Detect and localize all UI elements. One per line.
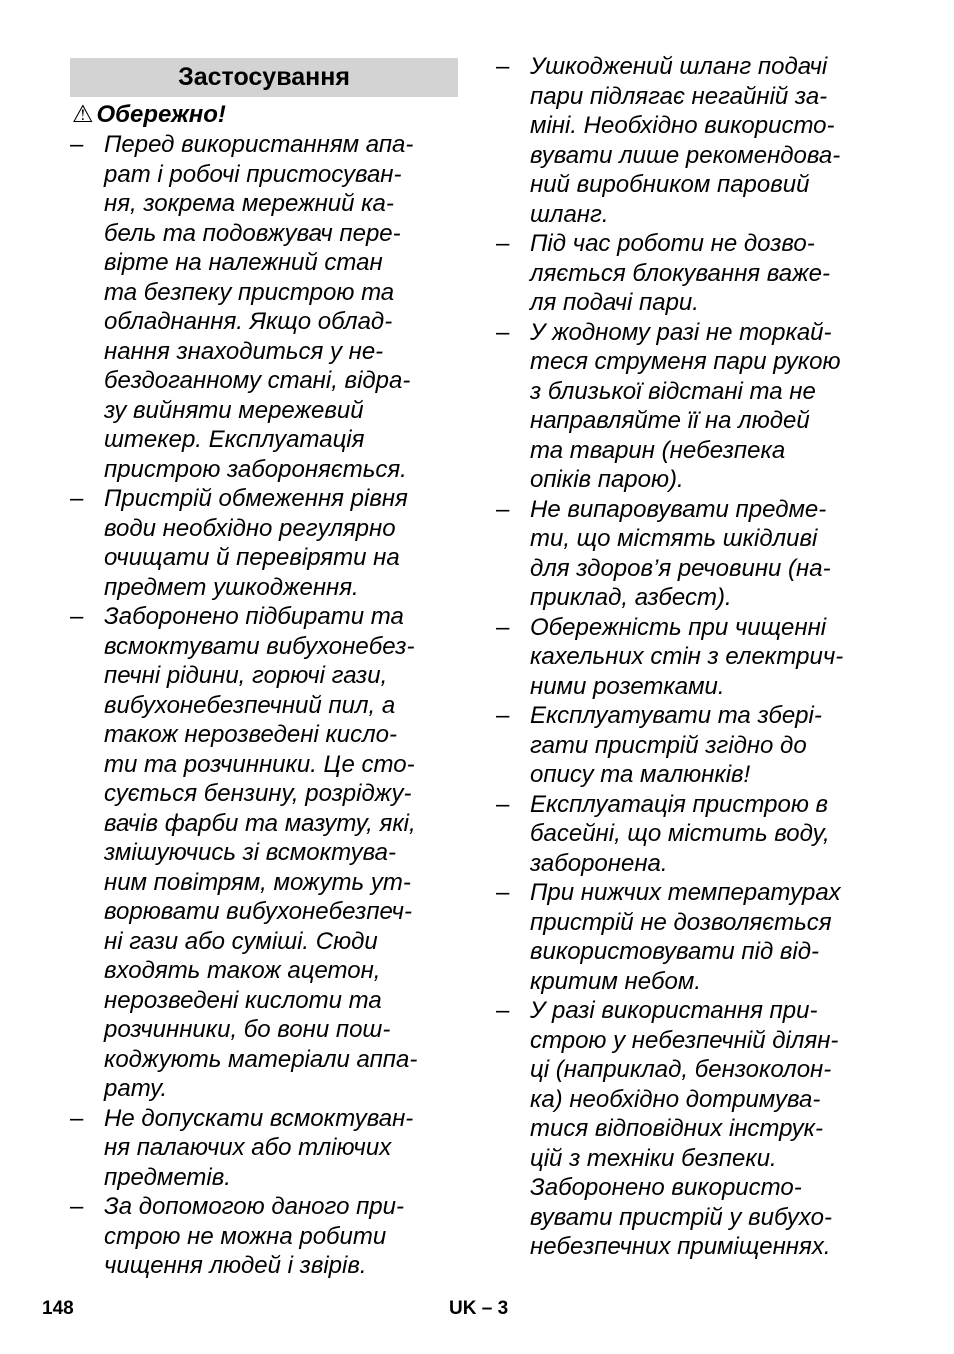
list-item-line: вачів фарби та мазуту, які, xyxy=(104,809,416,837)
list-item-line: У разі використання при- xyxy=(530,997,818,1024)
list-item-line: приклад, азбест). xyxy=(530,584,732,611)
list-item-line: ляється блокування важе- xyxy=(530,259,830,287)
list-item-line: Заборонено використо- xyxy=(530,1174,802,1201)
list-bullet-dash: – xyxy=(496,318,510,346)
list-item-line: також нерозведені кисло- xyxy=(104,721,397,748)
list-item xyxy=(70,130,413,484)
list-item-line: з близької відстані та не xyxy=(530,377,816,405)
list-item-line: чищення людей і звірів. xyxy=(104,1252,367,1279)
list-item xyxy=(70,602,417,1104)
list-item-line: вибухонебезпечний пил, а xyxy=(104,691,396,719)
list-item-line: міні. Необхідно використо- xyxy=(530,112,835,139)
list-item-line: опису та малюнків! xyxy=(530,761,751,788)
list-item xyxy=(496,613,843,702)
list-item-line: Пристрій обмеження рівня xyxy=(104,485,408,512)
list-item-line: зу вийняти мережевий xyxy=(104,396,364,424)
list-item-line: входять також ацетон, xyxy=(104,957,381,984)
list-item-line: рат і робочі пристосуван- xyxy=(104,160,402,188)
list-item-line: змішуючись зі всмоктува- xyxy=(104,839,396,866)
warning-triangle-icon: ⚠ xyxy=(72,101,94,128)
list-item-line: бездоганному стані, відра- xyxy=(104,367,411,394)
list-item-line: Перед використанням апа- xyxy=(104,131,414,158)
list-item-line: бель та подовжувач пере- xyxy=(104,219,401,247)
list-item-line: ти, що містять шкідливі xyxy=(530,525,818,552)
list-item-line: ними розетками. xyxy=(530,672,725,700)
list-item-line: нання знаходиться у не- xyxy=(104,337,384,365)
list-item-line: Не випаровувати предме- xyxy=(530,495,827,523)
list-item-line: сується бензину, розріджу- xyxy=(104,780,412,807)
list-item-line: пристрою забороняється. xyxy=(104,455,407,483)
list-bullet-dash: – xyxy=(496,613,510,641)
list-item xyxy=(70,1104,413,1193)
list-item-line: Експлуатувати та збері- xyxy=(530,702,822,729)
list-bullet-dash: – xyxy=(496,879,510,906)
list-item-line: коджують матеріали аппа- xyxy=(104,1045,418,1073)
list-item-line: Заборонено підбирати та xyxy=(104,603,404,630)
list-item-line: ти та розчинники. Це сто- xyxy=(104,750,415,778)
list-item-line: ля подачі пари. xyxy=(530,289,699,316)
list-item-line: очищати й перевіряти на xyxy=(104,544,400,571)
list-item-line: нерозведені кислоти та xyxy=(104,986,382,1014)
list-item-line: ка) необхідно дотримува- xyxy=(530,1085,821,1113)
list-item xyxy=(496,996,838,1262)
list-bullet-dash: – xyxy=(496,230,510,257)
list-bullet-dash: – xyxy=(496,997,510,1024)
warning-label xyxy=(72,100,226,130)
list-item-line: У жодному разі не торкай- xyxy=(530,318,832,346)
list-item-line: басейні, що містить воду, xyxy=(530,820,830,847)
list-item xyxy=(496,318,841,495)
list-item-line: обладнання. Якщо облад- xyxy=(104,308,393,335)
list-item-line: ня, зокрема мережний ка- xyxy=(104,190,394,217)
list-item-line: вувати лише рекомендова- xyxy=(530,141,841,169)
list-item-line: ним повітрям, можуть ут- xyxy=(104,868,411,896)
list-bullet-dash: – xyxy=(70,131,84,158)
list-item-line: При нижчих температурах xyxy=(530,879,841,906)
list-item-line: вувати пристрій у вибухо- xyxy=(530,1203,832,1231)
list-item-line: критим небом. xyxy=(530,967,702,995)
list-item xyxy=(496,878,841,996)
list-item-line: предмет ушкодження. xyxy=(104,573,359,601)
list-item-line: заборонена. xyxy=(530,849,668,877)
warning-text: Обережно! xyxy=(96,101,226,128)
page-number: 148 xyxy=(42,1298,74,1319)
list-bullet-dash: – xyxy=(496,53,510,80)
list-item xyxy=(496,701,822,790)
list-bullet-dash: – xyxy=(70,1193,84,1220)
list-item xyxy=(496,229,830,318)
list-bullet-dash: – xyxy=(70,485,84,512)
list-item-line: для здоров’я речовини (на- xyxy=(530,554,831,582)
list-item-line: ні гази або суміші. Сюди xyxy=(104,927,378,955)
list-item-line: печні рідини, горючі гази, xyxy=(104,662,388,689)
list-item xyxy=(496,790,830,879)
list-item-line: цій з техніки безпеки. xyxy=(530,1144,777,1172)
list-item-line: використовувати під від- xyxy=(530,938,819,965)
list-item-line: опіків парою). xyxy=(530,466,684,493)
list-item-line: шланг. xyxy=(530,200,609,228)
section-heading: Застосування xyxy=(70,58,458,97)
list-item-line: строю не можна робити xyxy=(104,1222,387,1250)
list-bullet-dash: – xyxy=(496,790,510,818)
list-item-line: Ушкоджений шланг подачі xyxy=(530,53,828,80)
list-item-line: теся струменя пари рукою xyxy=(530,348,841,375)
list-item-line: Експлуатація пристрою в xyxy=(530,790,829,818)
list-item-line: ний виробником паровий xyxy=(530,171,810,198)
list-item xyxy=(496,52,840,229)
list-item-line: та тварин (небезпека xyxy=(530,436,786,464)
list-item-line: небезпечних приміщеннях. xyxy=(530,1233,831,1260)
list-bullet-dash: – xyxy=(70,603,84,630)
list-item-line: штекер. Експлуатація xyxy=(104,426,365,453)
list-item-line: води необхідно регулярно xyxy=(104,514,396,542)
list-item xyxy=(70,484,408,602)
list-item-line: та безпеку пристрою та xyxy=(104,278,395,306)
list-item xyxy=(70,1192,404,1281)
list-item-line: ворювати вибухонебезпеч- xyxy=(104,898,412,925)
list-item-line: пари підлягає негайній за- xyxy=(530,82,828,110)
list-item-line: За допомогою даного при- xyxy=(104,1193,404,1220)
list-item-line: ці (наприклад, бензоколон- xyxy=(530,1056,832,1083)
list-item-line: Не допускати всмоктуван- xyxy=(104,1104,414,1132)
list-item-line: направляйте її на людей xyxy=(530,407,810,434)
list-item-line: пристрій не дозволяється xyxy=(530,908,832,936)
list-bullet-dash: – xyxy=(496,702,510,729)
list-item-line: вірте на належний стан xyxy=(104,249,383,276)
list-item-line: всмоктувати вибухонебез- xyxy=(104,632,415,660)
list-item-line: кахельних стін з електрич- xyxy=(530,643,844,670)
page-label: UK – 3 xyxy=(449,1298,509,1319)
list-item-line: тися відповідних інструк- xyxy=(530,1115,823,1142)
list-bullet-dash: – xyxy=(70,1104,84,1132)
list-item-line: ня палаючих або тліючих xyxy=(104,1134,392,1161)
list-item-line: Обережність при чищенні xyxy=(530,613,827,641)
list-item-line: гати пристрій згідно до xyxy=(530,731,807,759)
list-item-line: предметів. xyxy=(104,1163,231,1191)
list-item-line: рату. xyxy=(104,1075,168,1102)
list-item-line: розчинники, бо вони пош- xyxy=(104,1016,391,1043)
list-item xyxy=(496,495,831,613)
list-bullet-dash: – xyxy=(496,495,510,523)
list-item-line: строю у небезпечній ділян- xyxy=(530,1026,839,1054)
list-item-line: Під час роботи не дозво- xyxy=(530,230,815,257)
